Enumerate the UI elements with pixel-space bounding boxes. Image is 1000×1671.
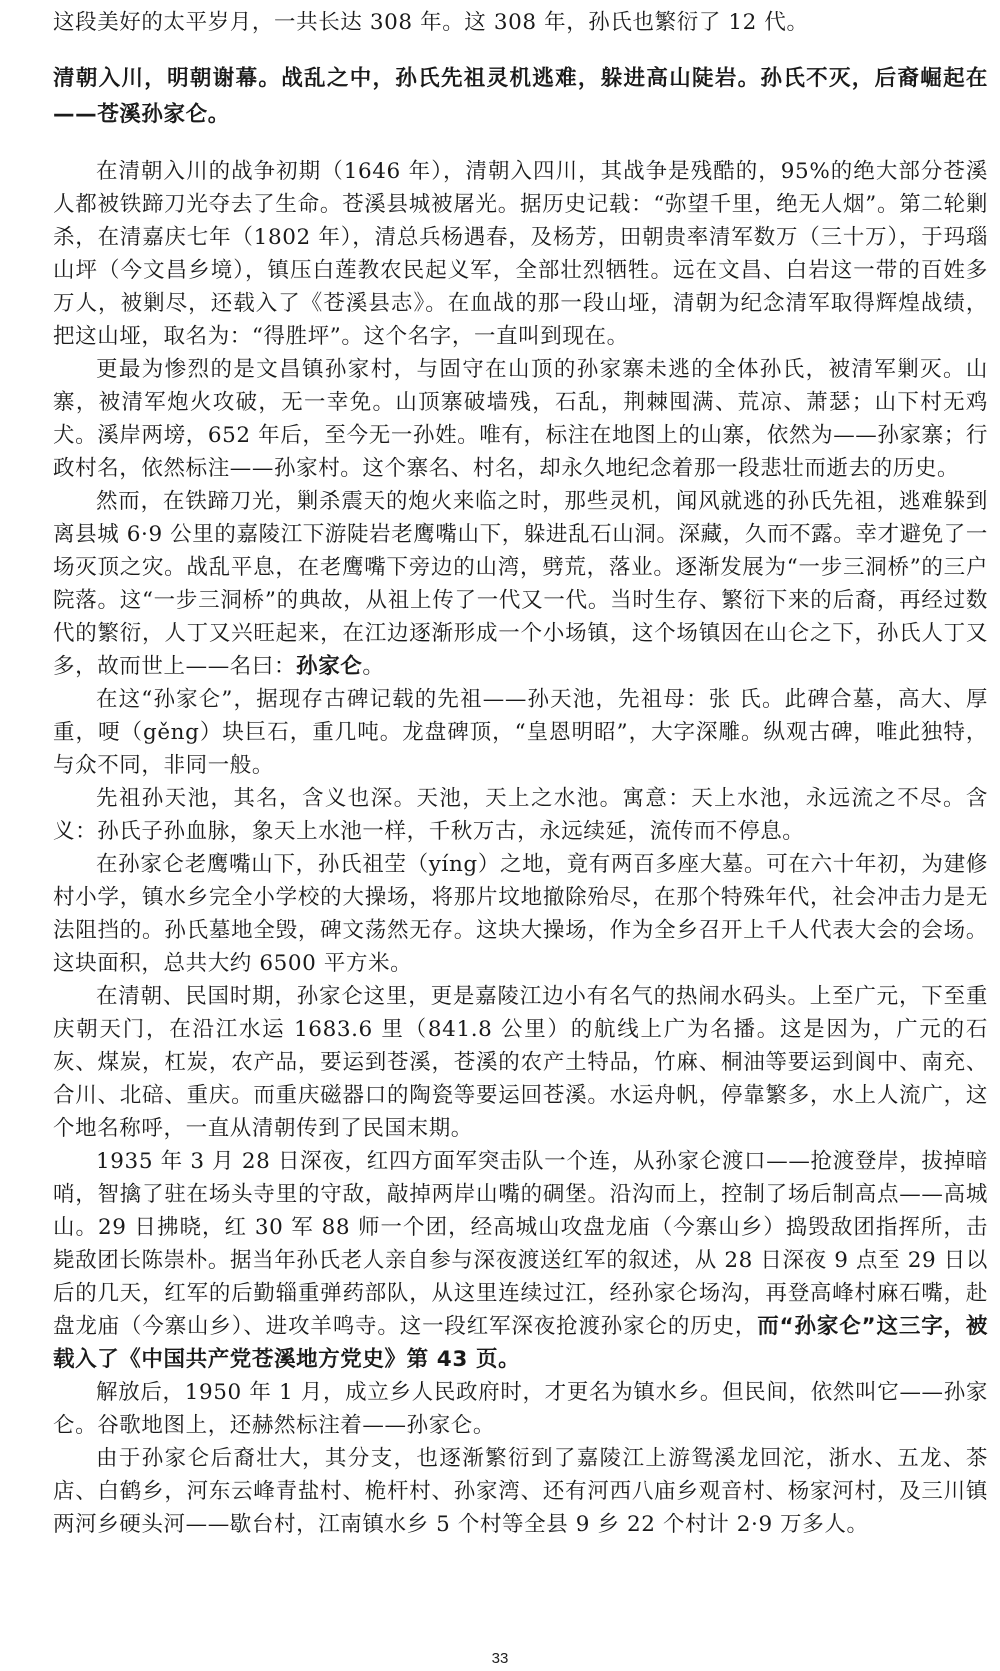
paragraph-red-army-text: 1935 年 3 月 28 日深夜，红四方面军突击队一个连，从孙家仑渡口——抢渡登岸，拔掉暗哨，智擒了驻在场头寺里的守敌，敲掉两岸山嘴的碉堡。沿沟而上，控制了场后制高点——高城山。29 日拂晓，红 30 军 88 师一个团，经高城山攻盘龙庙（今寨山乡）捣毁敌团指挥所，击毙敌团长陈崇朴。据当年孙氏老人亲自参与深夜渡送红军的叙述，从 28 日深夜 9 点至 29 日以后的几天，红军的后勤辎重弹药部队，从这里连续过江，经孙家仑场沟，再登高峰村麻石嘴，赴盘龙庙（今寨山乡）、进攻羊鸣寺。这一段红军深夜抢渡孙家仑的历史， bbox=[53, 1149, 988, 1339]
paragraph-red-army bbox=[53, 1145, 988, 1376]
paragraph-descendants: 由于孙家仑后裔壮大，其分支，也逐渐繁衍到了嘉陵江上游鸳溪龙回沱，浙水、五龙、茶店、白鹤乡，河东云峰青盐村、桅杆村、孙家湾、还有河西八庙乡观音村、杨家河村，及三川镇两河乡硬头河——歇台村，江南镇水乡 5 个村等全县 9 乡 22 个村计 2·9 万多人。 bbox=[53, 1446, 988, 1537]
paragraph-intro: 这段美好的太平岁月，一共长达 308 年。这 308 年，孙氏也繁衍了 12 代。 bbox=[53, 10, 809, 35]
paragraph-sunjia-village: 更最为惨烈的是文昌镇孙家村，与固守在山顶的孙家寨未逃的全体孙氏，被清军剿灭。山寨，被清军炮火攻破，无一幸免。山顶寨破墙残，石乱，荆棘囤满、荒凉、萧瑟；山下村无鸡犬。溪岸两塝，652 年后，至今无一孙姓。唯有，标注在地图上的山寨，依然为——孙家寨；行政村名，依然标注——孙家村。这个寨名、村名，却永久地纪念着那一段悲壮而逝去的历史。 bbox=[53, 357, 988, 481]
party-history-note: 而“孙家仑”这三字，被载入了《中国共产党苍溪地方党史》第 43 页。 bbox=[53, 1314, 988, 1372]
page-number: 33 bbox=[491, 1650, 509, 1667]
paragraph-qing-war: 在清朝入川的战争初期（1646 年），清朝入四川，其战争是残酷的，95%的绝大部分苍溪人都被铁蹄刀光夺去了生命。苍溪县城被屠光。据历史记载：“弥望千里，绝无人烟”。第二轮剿杀，在清嘉庆七年（1802 年），清总兵杨遇春，及杨芳，田朝贵率清军数万（三十万），于玛瑙山坪（今文昌乡境），镇压白莲教农民起义军，全部壮烈牺牲。远在文昌、白岩这一带的百姓多万人，被剿尽，还载入了《苍溪县志》。在血战的那一段山垭，清朝为纪念清军取得辉煌战绩，把这山垭，取名为：“得胜坪”。这个名字，一直叫到现在。 bbox=[53, 159, 988, 349]
paragraph-escape bbox=[53, 485, 988, 683]
paragraph-ancient-stele: 在这“孙家仑”，据现存古碑记载的先祖——孙天池，先祖母：张 氏。此碑合墓，高大、厚重，哽（gěng）块巨石，重几吨。龙盘碑顶，“皇恩明昭”，大字深雕。纵观古碑，唯此独特，与众不同，非同一般。 bbox=[53, 687, 988, 778]
paragraph-water-dock: 在清朝、民国时期，孙家仑这里，更是嘉陵江边小有名气的热闹水码头。上至广元，下至重庆朝天门，在沿江水运 1683.6 里（841.8 公里）的航线上广为名播。这是因为，广元的石灰、煤炭，杠炭，农产品，要运到苍溪，苍溪的农产土特品，竹麻、桐油等要运到阆中、南充、合川、北碚、重庆。而重庆磁器口的陶瓷等要运回苍溪。水运舟帆，停靠繁多，水上人流广，这个地名称呼，一直从清朝传到了民国末期。 bbox=[53, 984, 988, 1141]
paragraph-liberation: 解放后，1950 年 1 月，成立乡人民政府时，才更名为镇水乡。但民间，依然叫它——孙家仑。谷歌地图上，还赫然标注着——孙家仑。 bbox=[53, 1380, 988, 1438]
section-heading: 清朝入川，明朝谢幕。战乱之中，孙氏先祖灵机逃难，躲进高山陡岩。孙氏不灭，后裔崛起在——苍溪孙家仑。 bbox=[53, 66, 988, 127]
place-name-sunjialun: 孙家仑 bbox=[296, 654, 363, 679]
paragraph-escape-end: 。 bbox=[362, 654, 385, 679]
paragraph-ancestor-name: 先祖孙天池，其名，含义也深。天池，天上之水池。寓意：天上水池，永远流之不尽。含义：孙氏子孙血脉，象天上水池一样，千秋万古，永远续延，流传而不停息。 bbox=[53, 786, 988, 844]
paragraph-tombs: 在孙家仑老鹰嘴山下，孙氏祖茔（yíng）之地，竟有两百多座大墓。可在六十年初，为建修村小学，镇水乡完全小学校的大操场，将那片坟地撤除殆尽，在那个特殊年代，社会冲击力是无法阻挡的。孙氏墓地全毁，碑文荡然无存。这块大操场，作为全乡召开上千人代表大会的会场。这块面积，总共大约 6500 平方米。 bbox=[53, 852, 988, 976]
paragraph-escape-text: 然而，在铁蹄刀光，剿杀震天的炮火来临之时，那些灵机，闻风就逃的孙氏先祖，逃难躲到离县城 6·9 公里的嘉陵江下游陡岩老鹰嘴山下，躲进乱石山洞。深藏，久而不露。幸才避免了一场灭顶之灾。战乱平息，在老鹰嘴下旁边的山湾，劈荒，落业。逐渐发展为“一步三洞桥”的三户院落。这“一步三洞桥”的典故，从祖上传了一代又一代。当时生存、繁衍下来的后裔，再经过数代的繁衍，人丁又兴旺起来，在江边逐渐形成一个小场镇，这个场镇因在山仑之下，孙氏人丁又多，故而世上——名曰： bbox=[53, 489, 988, 679]
document-body bbox=[53, 6, 988, 1541]
